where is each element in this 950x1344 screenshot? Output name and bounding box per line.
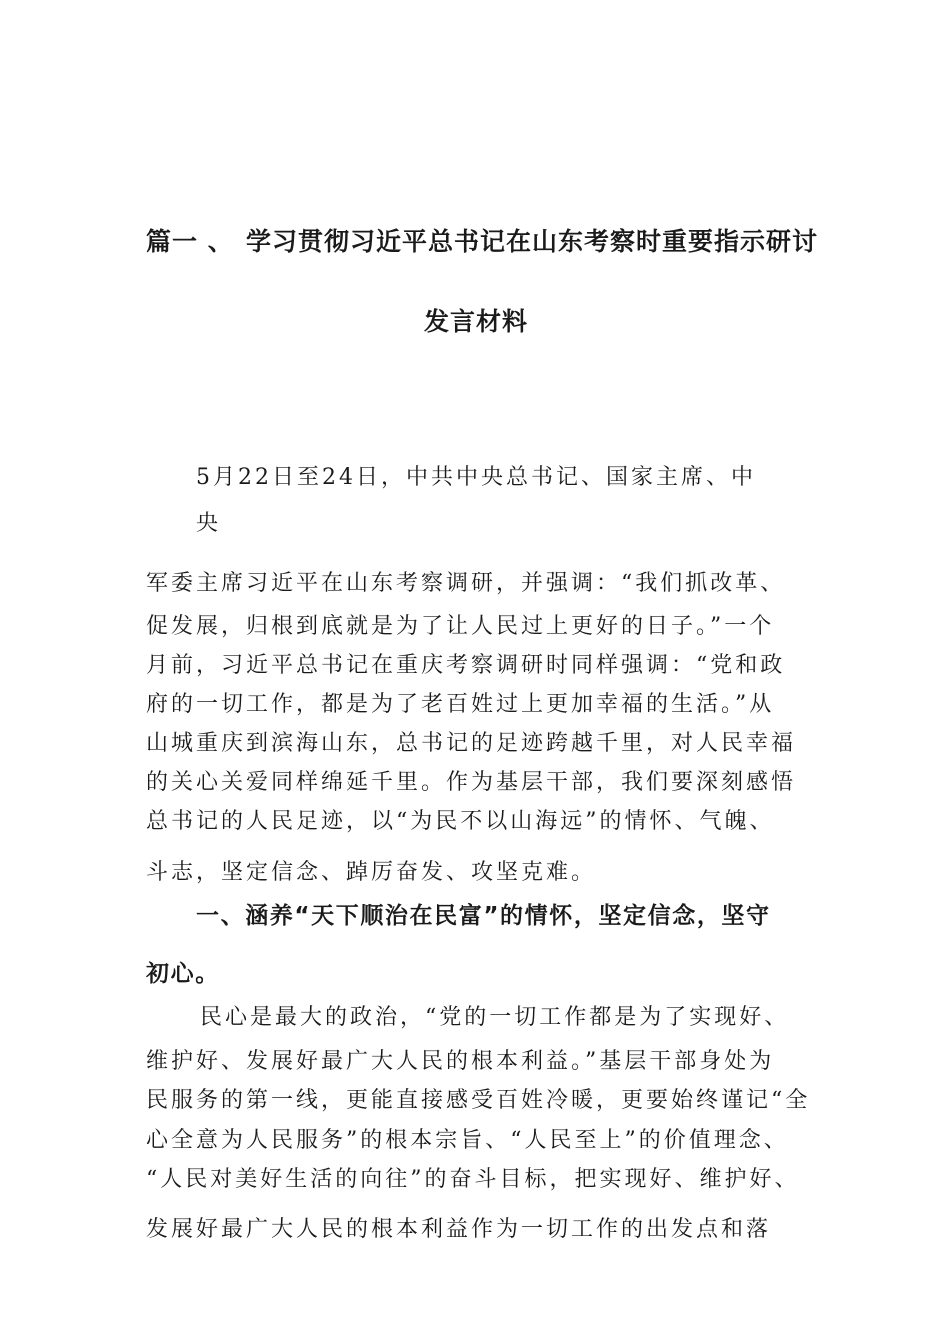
paragraph-line: 发展好最广大人民的根本利益作为一切工作的出发点和落 (146, 1217, 772, 1242)
section-heading: 初心。 (146, 961, 220, 987)
paragraph-line: 民心是最大的政治，“党的一切工作都是为了实现好、 (200, 1005, 790, 1030)
document-title-continuation: 发言材料 (424, 307, 529, 336)
paragraph-line: 民服务的第一线，更能直接感受百姓冷暖，更要始终谨记“全 (146, 1088, 811, 1113)
paragraph-line: 央 (196, 511, 222, 536)
paragraph-line: 军委主席习近平在山东考察调研，并强调：“我们抓改革、 (146, 571, 786, 596)
paragraph-line: “人民对美好生活的向往”的奋斗目标，把实现好、维护好、 (146, 1167, 800, 1192)
paragraph-line: 5月22日至24日，中共中央总书记、国家主席、中 (196, 465, 756, 490)
document-title: 学习贯彻习近平总书记在山东考察时重要指示研讨 (246, 227, 819, 256)
paragraph-line: 总书记的人民足迹，以“为民不以山海远”的情怀、气魄、 (146, 809, 775, 834)
paragraph-line: 维护好、发展好最广大人民的根本利益。”基层干部身处为 (146, 1049, 775, 1074)
paragraph-line: 府的一切工作，都是为了老百姓过上更加幸福的生活。”从 (146, 692, 775, 717)
paragraph-line: 促发展，归根到底就是为了让人民过上更好的日子。”一个 (146, 614, 775, 639)
paragraph-line: 月前，习近平总书记在重庆考察调研时同样强调：“党和政 (146, 653, 786, 678)
paragraph-line: 心全意为人民服务”的根本宗旨、“人民至上”的价值理念、 (146, 1128, 789, 1153)
paragraph-line: 斗志，坚定信念、踔厉奋发、攻坚克难。 (146, 860, 597, 885)
section-heading: 一、涵养“天下顺治在民富”的情怀，坚定信念，坚守 (196, 903, 771, 929)
title-prefix: 篇一 、 (146, 227, 234, 256)
paragraph-line: 的关心关爱同样绵延千里。作为基层干部，我们要深刻感悟 (146, 770, 797, 795)
paragraph-line: 山城重庆到滨海山东，总书记的足迹跨越千里，对人民幸福 (146, 731, 797, 756)
